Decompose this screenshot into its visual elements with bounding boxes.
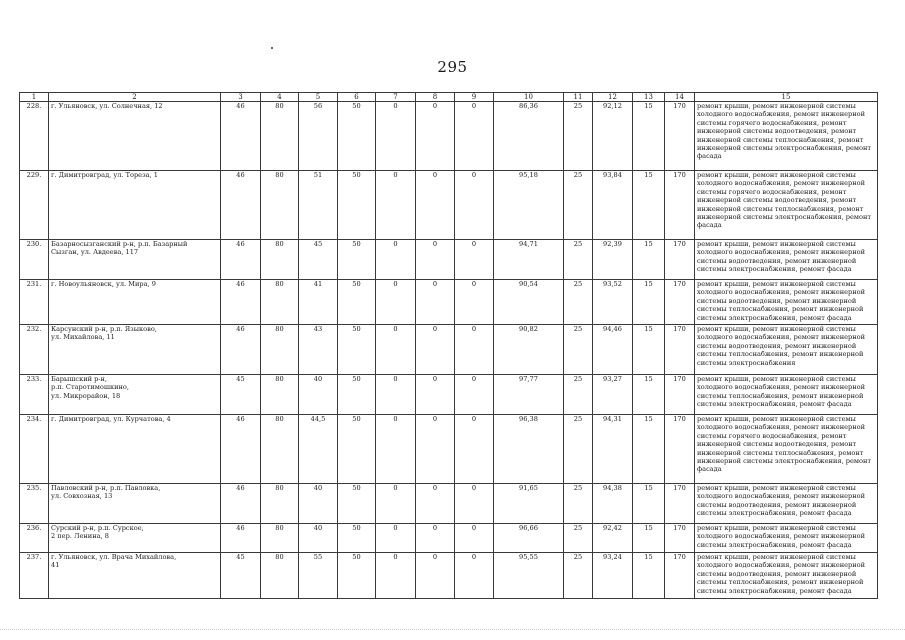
table-row: [20, 240, 878, 280]
value-cell-c6: 50: [338, 415, 376, 484]
row-number: 236.: [20, 524, 49, 553]
value-cell-c7: 0: [376, 484, 416, 524]
value-cell-c14: 170: [665, 325, 695, 375]
address-line: 2 пер. Ленина, 8: [51, 532, 109, 541]
column-header-6: 6: [338, 93, 376, 102]
value-cell-c10: 96,66: [494, 524, 564, 553]
value-cell-c5: 40: [299, 524, 338, 553]
value-cell-c11: 25: [564, 240, 593, 280]
works-line: системы теплоснабжения, ремонт инженерной: [697, 578, 864, 587]
works-line: инженерной системы водоотведения, ремонт: [697, 127, 857, 136]
works-line: фасада: [697, 221, 722, 230]
column-header-12: 12: [593, 93, 633, 102]
address-cell: [49, 484, 221, 524]
address-line: Карсунский р-н, р.п. Языково,: [51, 325, 157, 333]
value-cell-c6: 50: [338, 325, 376, 375]
address-line: Базарносызганский р-н, р.п. Базарный: [51, 240, 188, 248]
works-line: ремонт крыши, ремонт инженерной системы: [697, 415, 856, 423]
works-line: холодного водоснабжения, ремонт инженерной: [697, 532, 865, 541]
value-cell-c12: 92,12: [593, 102, 633, 171]
works-cell: [695, 280, 878, 325]
value-cell-c9: 0: [455, 102, 494, 171]
address-line: 41: [51, 561, 60, 570]
value-cell-c9: 0: [455, 171, 494, 240]
value-cell-c12: 93,84: [593, 171, 633, 240]
address-cell: [49, 415, 221, 484]
value-cell-c5: 43: [299, 325, 338, 375]
works-cell: [695, 484, 878, 524]
column-header-13: 13: [633, 93, 665, 102]
table-row: [20, 325, 878, 375]
value-cell-c14: 170: [665, 553, 695, 599]
value-cell-c14: 170: [665, 524, 695, 553]
value-cell-c13: 15: [633, 484, 665, 524]
value-cell-c8: 0: [416, 524, 455, 553]
table-row: [20, 102, 878, 171]
value-cell-c4: 80: [261, 171, 299, 240]
works-line: системы электроснабжения, ремонт фасада: [697, 540, 852, 549]
value-cell-c10: 97,77: [494, 375, 564, 415]
value-cell-c10: 94,71: [494, 240, 564, 280]
table-row: [20, 553, 878, 599]
works-line: холодного водоснабжения, ремонт инженерной: [697, 179, 865, 188]
address-cell: [49, 280, 221, 325]
works-cell: [695, 171, 878, 240]
works-line: системы горячего водоснабжения, ремонт: [697, 431, 847, 440]
column-header-3: 3: [221, 93, 261, 102]
column-header-7: 7: [376, 93, 416, 102]
address-line: Павловский р-н, р.п. Павловка,: [51, 484, 161, 492]
works-line: инженерной системы водоотведения, ремонт: [697, 196, 857, 205]
value-cell-c11: 25: [564, 415, 593, 484]
works-line: холодного водоснабжения, ремонт инженерной: [697, 561, 865, 570]
value-cell-c5: 56: [299, 102, 338, 171]
works-line: холодного водоснабжения, ремонт инженерной: [697, 333, 865, 342]
address-line: ул. Михайлова, 11: [51, 333, 115, 342]
works-cell: [695, 553, 878, 599]
works-line: ремонт крыши, ремонт инженерной системы: [697, 524, 856, 532]
address-line: г. Ульяновск, ул. Врача Михайлова,: [51, 553, 177, 561]
works-line: фасада: [697, 152, 722, 161]
value-cell-c4: 80: [261, 484, 299, 524]
works-line: системы водоотведения, ремонт инженерной: [697, 256, 857, 265]
works-line: инженерной системы теплоснабжения, ремонт: [697, 135, 864, 144]
value-cell-c9: 0: [455, 415, 494, 484]
value-cell-c7: 0: [376, 171, 416, 240]
value-cell-c4: 80: [261, 415, 299, 484]
table-row: [20, 415, 878, 484]
address-line: Сурский р-н, р.п. Сурское,: [51, 524, 144, 532]
value-cell-c6: 50: [338, 280, 376, 325]
value-cell-c12: 93,52: [593, 280, 633, 325]
value-cell-c6: 50: [338, 484, 376, 524]
value-cell-c14: 170: [665, 171, 695, 240]
address-line: р.п. Старотимошкино,: [51, 383, 129, 392]
value-cell-c12: 92,42: [593, 524, 633, 553]
value-cell-c12: 93,24: [593, 553, 633, 599]
value-cell-c9: 0: [455, 325, 494, 375]
works-line: холодного водоснабжения, ремонт инженерной: [697, 288, 865, 297]
value-cell-c12: 92,39: [593, 240, 633, 280]
works-line: инженерной системы электроснабжения, ремонт: [697, 213, 872, 222]
value-cell-c7: 0: [376, 375, 416, 415]
value-cell-c8: 0: [416, 171, 455, 240]
column-header-9: 9: [455, 93, 494, 102]
value-cell-c8: 0: [416, 553, 455, 599]
scan-bottom-edge: [0, 629, 905, 631]
row-number: 233.: [20, 375, 49, 415]
address-line: ул. Совхозная, 13: [51, 492, 113, 501]
value-cell-c11: 25: [564, 325, 593, 375]
works-line: ремонт крыши, ремонт инженерной системы: [697, 240, 856, 248]
value-cell-c5: 40: [299, 375, 338, 415]
value-cell-c11: 25: [564, 524, 593, 553]
address-cell: [49, 240, 221, 280]
works-line: системы электроснабжения, ремонт фасада: [697, 509, 852, 518]
works-line: системы водоотведения, ремонт инженерной: [697, 569, 857, 578]
value-cell-c6: 50: [338, 553, 376, 599]
column-number-row: [20, 93, 878, 102]
value-cell-c8: 0: [416, 375, 455, 415]
works-line: холодного водоснабжения, ремонт инженерной: [697, 383, 865, 392]
column-header-14: 14: [665, 93, 695, 102]
works-line: холодного водоснабжения, ремонт инженерной: [697, 492, 865, 501]
column-header-8: 8: [416, 93, 455, 102]
works-line: инженерной системы водоотведения, ремонт: [697, 440, 857, 449]
value-cell-c7: 0: [376, 524, 416, 553]
address-line: г. Димитровград, ул. Курчатова, 4: [51, 415, 171, 423]
value-cell-c7: 0: [376, 415, 416, 484]
row-number: 234.: [20, 415, 49, 484]
value-cell-c4: 80: [261, 524, 299, 553]
address-cell: [49, 553, 221, 599]
value-cell-c8: 0: [416, 325, 455, 375]
works-line: инженерной системы теплоснабжения, ремонт: [697, 204, 864, 213]
value-cell-c9: 0: [455, 553, 494, 599]
address-line: г. Новоульяновск, ул. Мира, 9: [51, 280, 156, 288]
column-header-2: 2: [49, 93, 221, 102]
buildings-table: [19, 92, 878, 599]
address-cell: [49, 171, 221, 240]
address-cell: [49, 102, 221, 171]
value-cell-c10: 90,54: [494, 280, 564, 325]
value-cell-c5: 51: [299, 171, 338, 240]
value-cell-c14: 170: [665, 240, 695, 280]
row-number: 237.: [20, 553, 49, 599]
works-line: ремонт крыши, ремонт инженерной системы: [697, 171, 856, 179]
value-cell-c9: 0: [455, 280, 494, 325]
table-row: [20, 171, 878, 240]
value-cell-c5: 55: [299, 553, 338, 599]
value-cell-c9: 0: [455, 484, 494, 524]
value-cell-c8: 0: [416, 415, 455, 484]
address-line: Барышский р-н,: [51, 375, 108, 383]
value-cell-c11: 25: [564, 280, 593, 325]
works-line: ремонт крыши, ремонт инженерной системы: [697, 280, 856, 288]
value-cell-c10: 95,55: [494, 553, 564, 599]
value-cell-c10: 91,65: [494, 484, 564, 524]
value-cell-c3: 46: [221, 240, 261, 280]
works-cell: [695, 415, 878, 484]
value-cell-c5: 44,5: [299, 415, 338, 484]
value-cell-c13: 15: [633, 102, 665, 171]
value-cell-c3: 46: [221, 280, 261, 325]
value-cell-c3: 46: [221, 325, 261, 375]
value-cell-c10: 96,38: [494, 415, 564, 484]
value-cell-c11: 25: [564, 375, 593, 415]
works-cell: [695, 375, 878, 415]
row-number: 228.: [20, 102, 49, 171]
value-cell-c7: 0: [376, 102, 416, 171]
works-cell: [695, 325, 878, 375]
works-line: холодного водоснабжения, ремонт инженерной: [697, 110, 865, 119]
column-header-10: 10: [494, 93, 564, 102]
value-cell-c6: 50: [338, 102, 376, 171]
value-cell-c13: 15: [633, 325, 665, 375]
scan-speck: [271, 47, 273, 49]
value-cell-c14: 170: [665, 280, 695, 325]
works-line: системы водоотведения, ремонт инженерной: [697, 500, 857, 509]
works-line: системы теплоснабжения, ремонт инженерной: [697, 391, 864, 400]
table-row: [20, 524, 878, 553]
value-cell-c4: 80: [261, 325, 299, 375]
works-line: ремонт крыши, ремонт инженерной системы: [697, 553, 856, 561]
address-cell: [49, 375, 221, 415]
value-cell-c7: 0: [376, 240, 416, 280]
address-line: Сызган, ул. Авдеева, 117: [51, 248, 139, 257]
column-header-5: 5: [299, 93, 338, 102]
row-number: 229.: [20, 171, 49, 240]
address-line: г. Ульяновск, ул. Солнечная, 12: [51, 102, 163, 110]
value-cell-c3: 46: [221, 102, 261, 171]
value-cell-c11: 25: [564, 102, 593, 171]
value-cell-c13: 15: [633, 171, 665, 240]
value-cell-c13: 15: [633, 240, 665, 280]
value-cell-c12: 94,38: [593, 484, 633, 524]
value-cell-c6: 50: [338, 240, 376, 280]
value-cell-c9: 0: [455, 524, 494, 553]
value-cell-c12: 93,27: [593, 375, 633, 415]
value-cell-c5: 40: [299, 484, 338, 524]
works-line: холодного водоснабжения, ремонт инженерной: [697, 248, 865, 257]
value-cell-c11: 25: [564, 484, 593, 524]
value-cell-c12: 94,31: [593, 415, 633, 484]
works-line: системы теплоснабжения, ремонт инженерной: [697, 305, 864, 314]
works-line: системы водоотведения, ремонт инженерной: [697, 341, 857, 350]
address-cell: [49, 325, 221, 375]
value-cell-c13: 15: [633, 375, 665, 415]
value-cell-c14: 170: [665, 102, 695, 171]
works-line: ремонт крыши, ремонт инженерной системы: [697, 375, 856, 383]
value-cell-c6: 50: [338, 524, 376, 553]
works-line: холодного водоснабжения, ремонт инженерной: [697, 423, 865, 432]
value-cell-c3: 46: [221, 171, 261, 240]
value-cell-c7: 0: [376, 280, 416, 325]
value-cell-c14: 170: [665, 484, 695, 524]
works-line: системы электроснабжения, ремонт фасада: [697, 586, 852, 595]
address-line: г. Димитровград, ул. Тореза, 1: [51, 171, 159, 179]
value-cell-c7: 0: [376, 325, 416, 375]
works-line: системы теплоснабжения, ремонт инженерной: [697, 350, 864, 359]
value-cell-c7: 0: [376, 553, 416, 599]
value-cell-c3: 45: [221, 553, 261, 599]
value-cell-c3: 46: [221, 524, 261, 553]
value-cell-c9: 0: [455, 375, 494, 415]
address-line: ул. Микрорайон, 18: [51, 391, 121, 400]
value-cell-c3: 46: [221, 415, 261, 484]
value-cell-c11: 25: [564, 553, 593, 599]
works-line: системы электроснабжения, ремонт фасада: [697, 313, 852, 322]
value-cell-c4: 80: [261, 375, 299, 415]
table-row: [20, 375, 878, 415]
row-number: 230.: [20, 240, 49, 280]
value-cell-c3: 45: [221, 375, 261, 415]
table-row: [20, 280, 878, 325]
value-cell-c14: 170: [665, 415, 695, 484]
page-number: 295: [437, 58, 468, 76]
column-header-1: 1: [20, 93, 49, 102]
works-line: системы электроснабжения: [697, 358, 796, 367]
works-line: системы электроснабжения, ремонт фасада: [697, 265, 852, 274]
works-line: инженерной системы электроснабжения, ремонт: [697, 144, 872, 153]
row-number: 232.: [20, 325, 49, 375]
works-cell: [695, 240, 878, 280]
value-cell-c4: 80: [261, 240, 299, 280]
value-cell-c8: 0: [416, 240, 455, 280]
value-cell-c9: 0: [455, 240, 494, 280]
value-cell-c8: 0: [416, 484, 455, 524]
works-line: инженерной системы электроснабжения, ремонт: [697, 457, 872, 466]
works-line: фасада: [697, 465, 722, 474]
value-cell-c3: 46: [221, 484, 261, 524]
column-header-11: 11: [564, 93, 593, 102]
value-cell-c10: 90,82: [494, 325, 564, 375]
value-cell-c13: 15: [633, 280, 665, 325]
column-header-4: 4: [261, 93, 299, 102]
value-cell-c13: 15: [633, 524, 665, 553]
works-line: системы водоотведения, ремонт инженерной: [697, 296, 857, 305]
works-line: ремонт крыши, ремонт инженерной системы: [697, 484, 856, 492]
value-cell-c6: 50: [338, 375, 376, 415]
value-cell-c8: 0: [416, 280, 455, 325]
value-cell-c10: 86,36: [494, 102, 564, 171]
works-line: инженерной системы теплоснабжения, ремонт: [697, 448, 864, 457]
value-cell-c5: 45: [299, 240, 338, 280]
value-cell-c4: 80: [261, 280, 299, 325]
value-cell-c4: 80: [261, 553, 299, 599]
works-cell: [695, 524, 878, 553]
value-cell-c6: 50: [338, 171, 376, 240]
row-number: 235.: [20, 484, 49, 524]
value-cell-c11: 25: [564, 171, 593, 240]
row-number: 231.: [20, 280, 49, 325]
works-line: ремонт крыши, ремонт инженерной системы: [697, 325, 856, 333]
value-cell-c13: 15: [633, 553, 665, 599]
column-header-15: 15: [695, 93, 878, 102]
works-line: системы электроснабжения, ремонт фасада: [697, 400, 852, 409]
value-cell-c12: 94,46: [593, 325, 633, 375]
works-cell: [695, 102, 878, 171]
address-cell: [49, 524, 221, 553]
table-row: [20, 484, 878, 524]
works-line: ремонт крыши, ремонт инженерной системы: [697, 102, 856, 110]
value-cell-c5: 41: [299, 280, 338, 325]
value-cell-c10: 95,18: [494, 171, 564, 240]
value-cell-c13: 15: [633, 415, 665, 484]
value-cell-c4: 80: [261, 102, 299, 171]
works-line: системы горячего водоснабжения, ремонт: [697, 187, 847, 196]
works-line: системы горячего водоснабжения, ремонт: [697, 118, 847, 127]
value-cell-c8: 0: [416, 102, 455, 171]
value-cell-c14: 170: [665, 375, 695, 415]
